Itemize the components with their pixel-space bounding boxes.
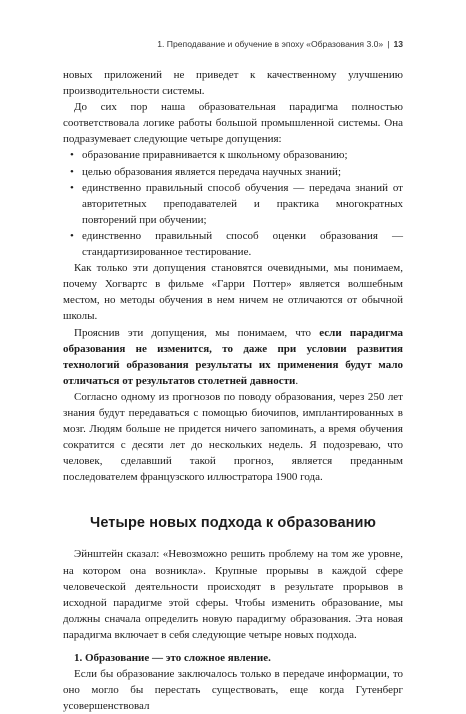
running-header [60, 39, 403, 49]
section-title: Четыре новых подхода к образованию [90, 515, 376, 532]
header-separator: | [387, 39, 390, 49]
paragraph: Эйнштейн сказал: «Невозможно решить проблему на том же уровне, на котором она возникла». Крупные прорывы в каждой сфере человеческой деятельности происходят в результате прорывов в исходной парадигме этой сферы. Чтобы изменить образование, мы должны сначала определить новую парадигму образования. Эта новая парадигма включает в себя следующие четыре новых подхода. [63, 548, 403, 641]
paragraph-text: . [295, 374, 299, 387]
emphasis-text: если парадигма образования не изменится, то даже при условии развития технологий образования результаты их применения будут мало отличаться от результатов столетней давности [63, 326, 404, 387]
page-body [63, 67, 403, 714]
paragraph: новых приложений не приведет к качественному улучшению производительности системы. [63, 69, 403, 98]
assumptions-list [63, 147, 403, 260]
paragraph: Как только эти допущения становятся очевидными, мы понимаем, почему Хогвартс в фильме «Гарри Поттер» является волшебным местом, но методы обучения в нем ничем не отличаются от обычной школы. [63, 262, 403, 323]
list-item: • единственно правильный способ оценки образования — стандартизированное тестирование. [82, 228, 403, 260]
subheading [63, 650, 403, 666]
list-item: • единственно правильный способ обучения — передача знаний от авторитетных преподавателей и практика многократных повторений при обучении; [82, 180, 403, 228]
paragraph: Если бы образование заключалось только в передаче информации, то оно могло бы перестать существовать, еще когда Гутенберг усовершенствовал [63, 668, 403, 713]
list-item: • целью образования является передача научных знаний; [82, 164, 403, 180]
list-item: • образование приравнивается к школьному образованию; [82, 147, 403, 163]
paragraph: До сих пор наша образовательная парадигма полностью соответствовала логике работы большой промышленной системы. Она подразумевает следующие четыре допущения: [63, 101, 403, 146]
paragraph: Согласно одному из прогнозов по поводу образования, через 250 лет знания будут передаваться с помощью биочипов, имплантированных в мозг. Людям больше не придется ничего запоминать, а время обучения сократится с десяти лет до нескольких недель. Я подозреваю, что человек, сделавший такой прогноз, является преданным последователем французского иллюстратора 1900 года. [63, 390, 403, 484]
subheading-text: 1. Образование — это сложное явление. [74, 652, 271, 664]
paragraph-text: Прояснив эти допущения, мы понимаем, что [74, 326, 320, 339]
paragraph [63, 325, 403, 389]
page-number: 13 [393, 39, 403, 49]
chapter-title: 1. Преподавание и обучение в эпоху «Образования 3.0» [157, 39, 384, 49]
